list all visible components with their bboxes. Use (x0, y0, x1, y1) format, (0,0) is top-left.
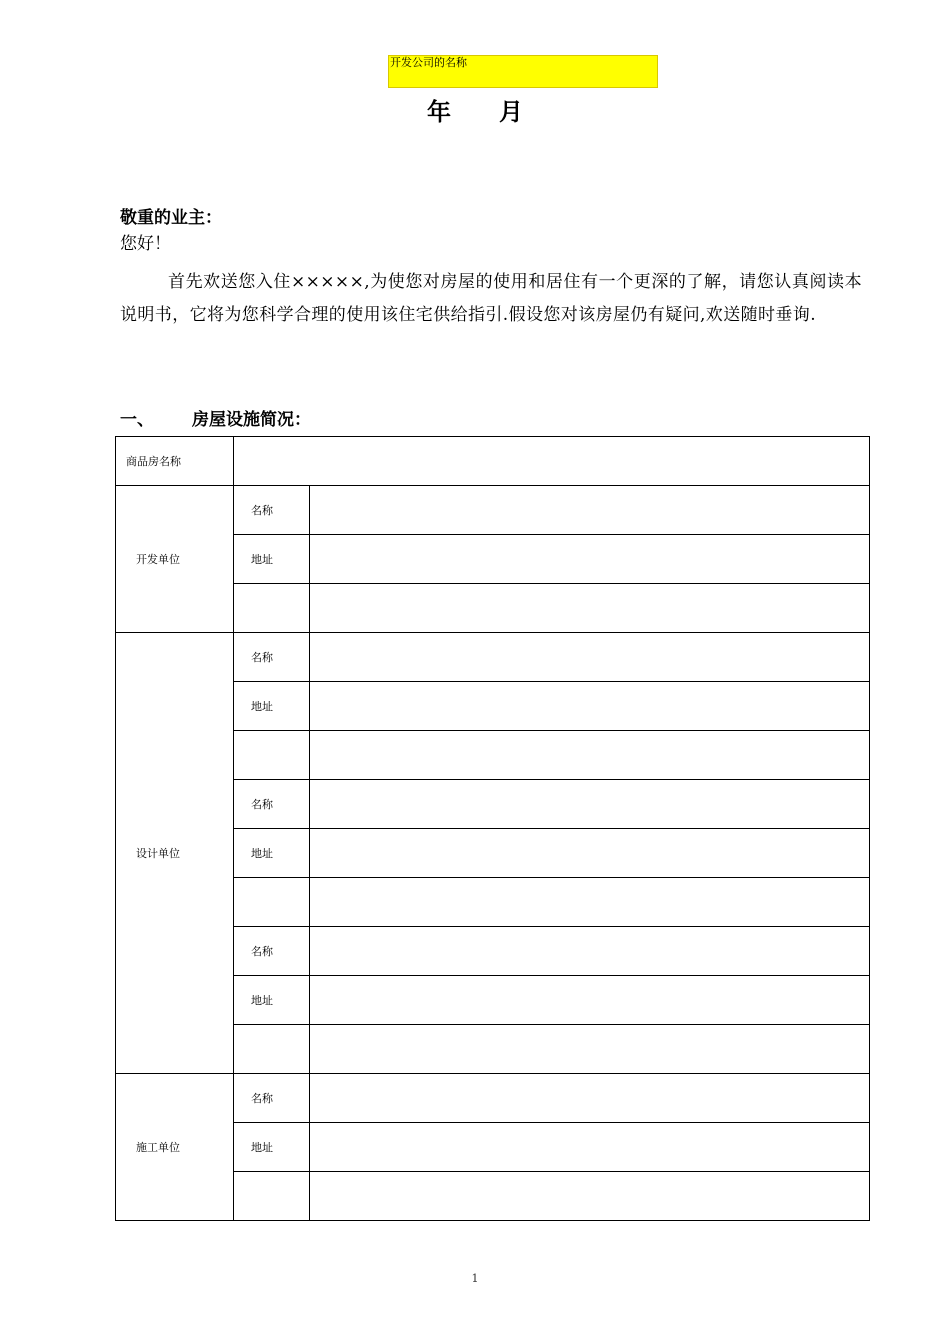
date-line (0, 95, 950, 129)
field-label: 名称 (234, 486, 310, 535)
table-row (116, 437, 870, 486)
greeting: 您好！ (120, 234, 171, 254)
field-label (234, 878, 310, 927)
field-label: 地址 (234, 829, 310, 878)
group-label-contractor: 施工单位 (116, 1074, 234, 1221)
intro-paragraph: 首先欢送您入住×××××,为使您对房屋的使用和居住有一个更深的了解，请您认真阅读本说明书，它将为您科学合理的使用该住宅供给指引.假设您对该房屋仍有疑问,欢送随时垂询. (120, 272, 862, 325)
group-label-designer: 设计单位 (116, 633, 234, 1074)
field-label (234, 1172, 310, 1221)
field-label: 名称 (234, 633, 310, 682)
year-label: 年 (427, 98, 451, 126)
field-label: 地址 (234, 976, 310, 1025)
field-label: 地址 (234, 535, 310, 584)
field-value[interactable] (310, 584, 870, 633)
section-heading (120, 408, 311, 432)
section-title: 房屋设施简况： (192, 410, 311, 430)
field-value[interactable] (310, 1074, 870, 1123)
facilities-table (115, 436, 870, 1221)
section-number: 一、 (120, 410, 154, 430)
field-value[interactable] (310, 486, 870, 535)
field-label (234, 1025, 310, 1074)
table-row (116, 1074, 870, 1123)
field-value[interactable] (310, 829, 870, 878)
field-value[interactable] (310, 1123, 870, 1172)
table-row (116, 486, 870, 535)
field-value[interactable] (310, 535, 870, 584)
field-label: 名称 (234, 1074, 310, 1123)
field-value[interactable] (310, 780, 870, 829)
field-label (234, 731, 310, 780)
salutation: 敬重的业主： (120, 208, 222, 228)
field-label: 地址 (234, 682, 310, 731)
property-name-value[interactable] (234, 437, 870, 486)
field-label: 地址 (234, 1123, 310, 1172)
field-value[interactable] (310, 878, 870, 927)
field-value[interactable] (310, 682, 870, 731)
group-label-developer: 开发单位 (116, 486, 234, 633)
field-value[interactable] (310, 1172, 870, 1221)
field-value[interactable] (310, 731, 870, 780)
field-label: 名称 (234, 927, 310, 976)
field-value[interactable] (310, 633, 870, 682)
field-label: 名称 (234, 780, 310, 829)
company-name-field[interactable]: 开发公司的名称 (388, 55, 658, 88)
property-name-label: 商品房名称 (116, 437, 234, 486)
page-number: 1 (471, 1272, 479, 1285)
field-label (234, 584, 310, 633)
field-value[interactable] (310, 976, 870, 1025)
month-label: 月 (499, 98, 523, 126)
field-value[interactable] (310, 927, 870, 976)
table-row (116, 633, 870, 682)
field-value[interactable] (310, 1025, 870, 1074)
